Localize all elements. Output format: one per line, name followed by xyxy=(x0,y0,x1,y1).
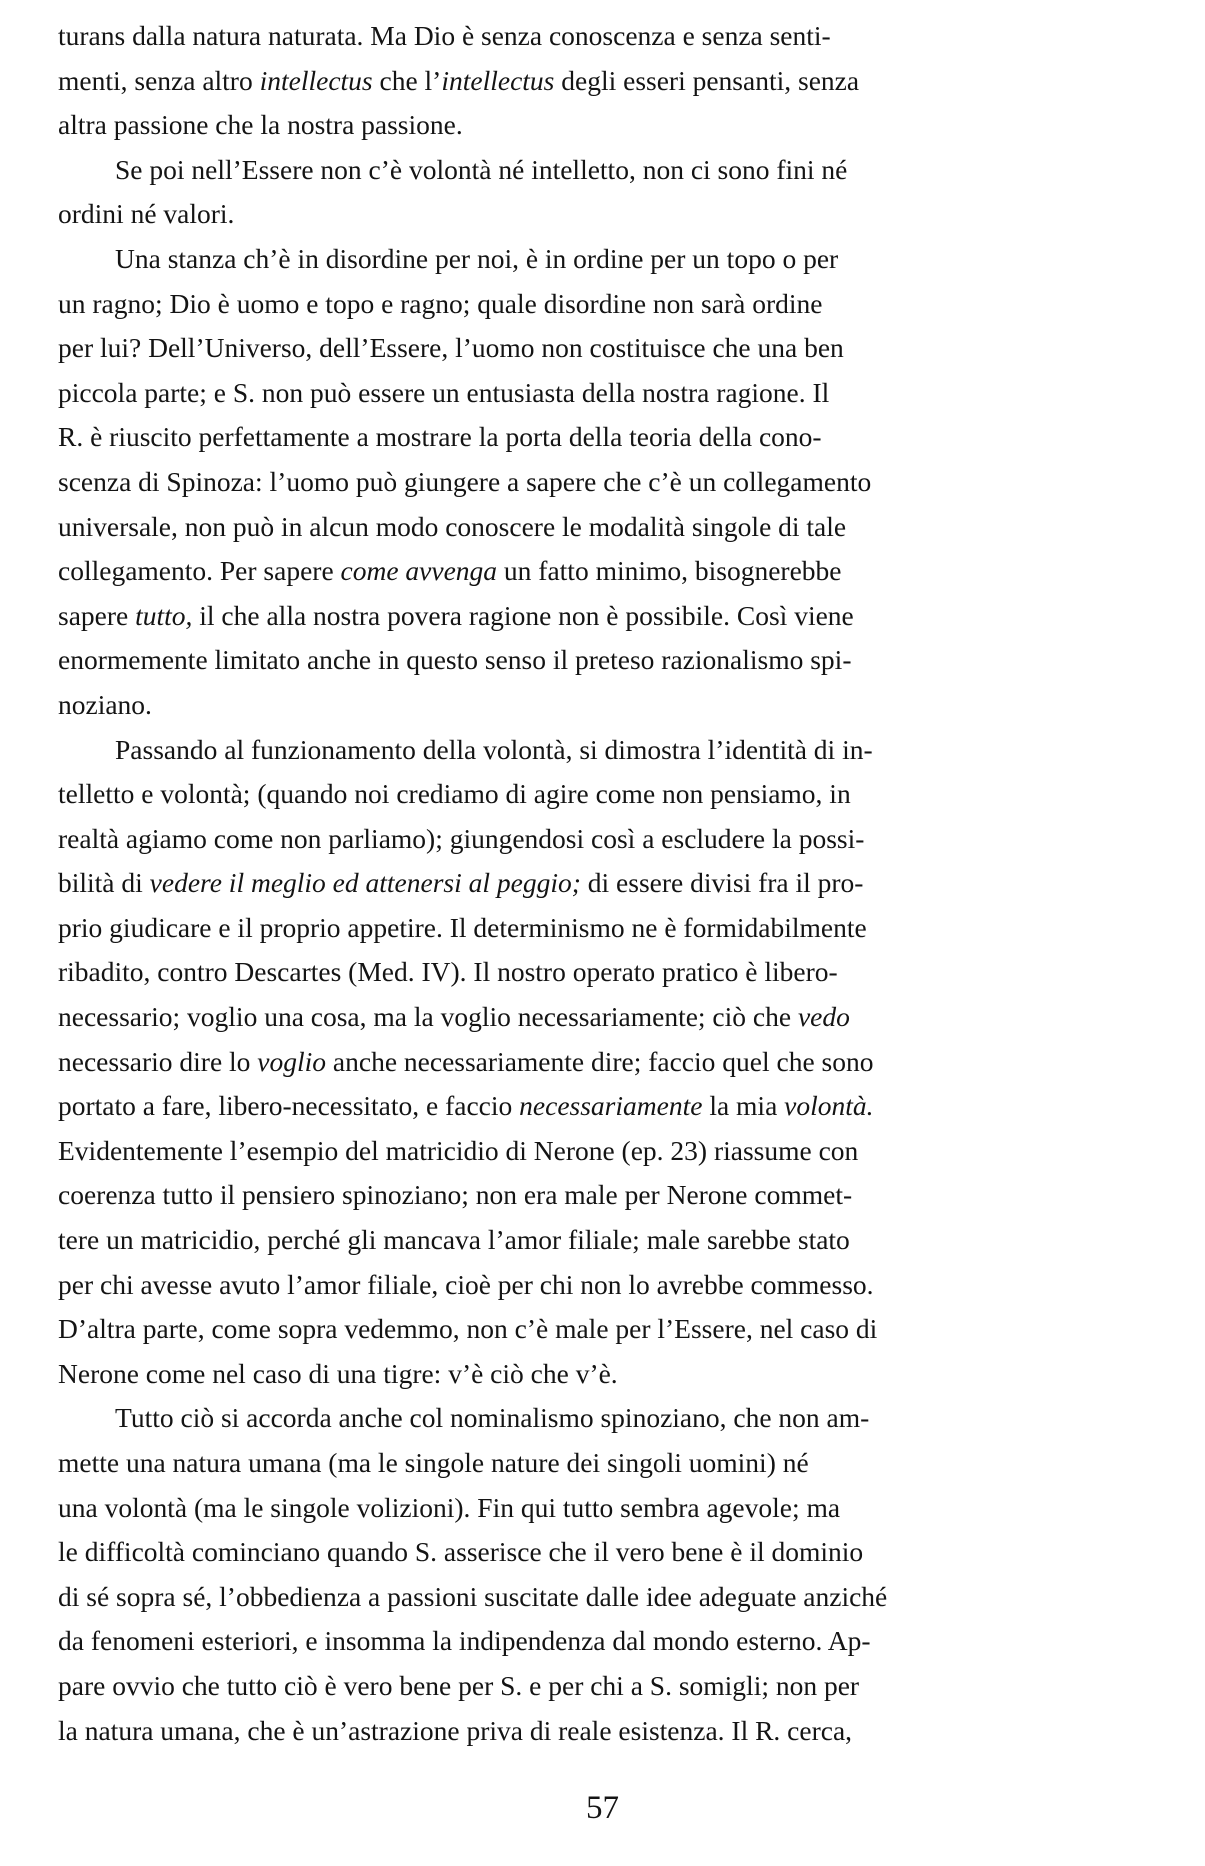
text-line xyxy=(58,103,1158,148)
text-run: la natura umana, che è un’astrazione priva di reale esistenza. Il R. cerca, xyxy=(58,1714,853,1746)
text-line xyxy=(58,728,1158,773)
text-line xyxy=(58,861,1158,906)
text-line xyxy=(58,282,1158,327)
text-run: scenza di Spinoza: l’uomo può giungere a sapere che c’è un collegamento xyxy=(58,465,872,497)
text-line xyxy=(58,1396,1158,1441)
text-line xyxy=(58,906,1158,951)
text-run: tere un matricidio, perché gli mancava l’amor filiale; male sarebbe stato xyxy=(58,1224,850,1256)
text-line xyxy=(58,1218,1158,1263)
text-run: mette una natura umana (ma le singole nature dei singoli uomini) né xyxy=(58,1447,809,1478)
text-run: altra passione che la nostra passione. xyxy=(58,109,463,141)
text-run: R. è riuscito perfettamente a mostrare la porta della teoria della cono- xyxy=(58,421,822,453)
text-line xyxy=(58,549,1158,594)
text-run: realtà agiamo come non parliamo); giungendosi così a escludere la possi- xyxy=(58,822,865,854)
text-line xyxy=(58,1129,1158,1174)
text-run: portato a fare, libero-necessitato, e faccio xyxy=(58,1090,520,1122)
text-line xyxy=(58,1173,1158,1218)
text-line xyxy=(58,1352,1158,1397)
italic-text: tutto, xyxy=(135,599,193,631)
paragraph xyxy=(58,148,1158,237)
text-run: pare ovvio che tutto ciò è vero bene per S. e per chi a S. somigli; non per xyxy=(58,1669,860,1701)
text-run: telletto e volontà; (quando noi crediamo di agire come non pensiamo, in xyxy=(58,778,851,810)
text-run: turans dalla natura naturata. Ma Dio è senza conoscenza e senza senti- xyxy=(58,20,831,51)
text-line xyxy=(58,683,1158,728)
text-run: collegamento. Per sapere xyxy=(58,555,341,587)
text-run: la mia xyxy=(702,1090,785,1122)
text-run: Se poi nell’Essere non c’è volontà né intelletto, non ci sono fini né xyxy=(115,153,848,185)
italic-text: vedo xyxy=(797,1001,850,1033)
text-run: per chi avesse avuto l’amor filiale, cioè per chi non lo avrebbe commesso. xyxy=(58,1268,874,1300)
text-line xyxy=(58,1084,1158,1129)
text-line xyxy=(58,415,1158,460)
text-run: universale, non può in alcun modo conoscere le modalità singole di tale xyxy=(58,510,847,542)
text-line xyxy=(58,59,1158,104)
text-run: Nerone come nel caso di una tigre: v’è ciò che v’è. xyxy=(58,1357,618,1389)
text-run: di essere divisi fra il pro- xyxy=(580,867,864,899)
paragraph xyxy=(58,14,1158,148)
text-line xyxy=(58,192,1158,237)
text-line xyxy=(58,1307,1158,1352)
text-run: una volontà (ma le singole volizioni). Fin qui tutto sembra agevole; ma xyxy=(58,1491,841,1523)
text-line xyxy=(58,148,1158,193)
italic-text: intellectus xyxy=(259,64,373,96)
italic-text: come avvenga xyxy=(340,555,498,587)
text-run: menti, senza altro xyxy=(58,64,260,96)
text-run: Evidentemente l’esempio del matricidio di Nerone (ep. 23) riassume con xyxy=(58,1134,859,1166)
paragraph xyxy=(58,1396,1158,1753)
text-line xyxy=(58,772,1158,817)
text-line xyxy=(58,1263,1158,1308)
text-run: enormemente limitato anche in questo senso il preteso razionalismo spi- xyxy=(58,644,852,676)
text-line xyxy=(58,817,1158,862)
text-line xyxy=(58,1575,1158,1620)
text-line xyxy=(58,995,1158,1040)
text-run: anche necessariamente dire; faccio quel che sono xyxy=(326,1045,874,1077)
text-line xyxy=(58,1619,1158,1664)
text-line xyxy=(58,1709,1158,1754)
text-run: piccola parte; e S. non può essere un entusiasta della nostra ragione. Il xyxy=(58,376,830,408)
text-line xyxy=(58,638,1158,683)
text-line xyxy=(58,371,1158,416)
italic-text: necessariamente xyxy=(519,1090,703,1122)
text-line xyxy=(58,1040,1158,1085)
text-run: prio giudicare e il proprio appetire. Il determinismo ne è formidabilmente xyxy=(58,911,867,943)
text-line xyxy=(58,1486,1158,1531)
paragraph xyxy=(58,728,1158,1397)
text-run: da fenomeni esteriori, e insomma la indipendenza dal mondo esterno. Ap- xyxy=(58,1625,871,1657)
text-run: coerenza tutto il pensiero spinoziano; non era male per Nerone commet- xyxy=(58,1179,853,1211)
text-line xyxy=(58,594,1158,639)
text-run: di sé sopra sé, l’obbedienza a passioni suscitate dalle idee adeguate anziché xyxy=(58,1580,888,1612)
text-line xyxy=(58,14,1158,59)
text-run: Tutto ciò si accorda anche col nominalismo spinoziano, che non am- xyxy=(115,1402,870,1434)
text-run: necessario; voglio una cosa, ma la voglio necessariamente; ciò che xyxy=(58,1001,798,1033)
text-run: il che alla nostra povera ragione non è possibile. Così viene xyxy=(192,599,854,631)
text-run: D’altra parte, come sopra vedemmo, non c’è male per l’Essere, nel caso di xyxy=(58,1313,878,1345)
text-line xyxy=(58,460,1158,505)
text-line xyxy=(58,1441,1158,1486)
text-line xyxy=(58,1530,1158,1575)
text-run: ribadito, contro Descartes (Med. IV). Il nostro operato pratico è libero- xyxy=(58,956,838,988)
text-line xyxy=(58,505,1158,550)
italic-text: intellectus xyxy=(441,64,555,96)
italic-text: voglio xyxy=(257,1045,327,1077)
text-run: noziano. xyxy=(58,688,152,720)
text-run: che l’ xyxy=(372,64,442,96)
text-run: degli esseri pensanti, senza xyxy=(554,64,860,96)
text-run: necessario dire lo xyxy=(58,1045,258,1077)
paragraph xyxy=(58,237,1158,728)
text-run: sapere xyxy=(58,599,136,631)
page-body xyxy=(58,14,1158,1753)
text-run: le difficoltà cominciano quando S. asserisce che il vero bene è il dominio xyxy=(58,1536,864,1568)
italic-text: vedere il meglio ed attenersi al peggio; xyxy=(149,867,581,899)
text-run: Una stanza ch’è in disordine per noi, è in ordine per un topo o per xyxy=(115,242,839,274)
text-line xyxy=(58,326,1158,371)
text-run: un ragno; Dio è uomo e topo e ragno; quale disordine non sarà ordine xyxy=(58,287,823,319)
text-line xyxy=(58,950,1158,995)
text-run: bilità di xyxy=(58,867,150,899)
text-run: un fatto minimo, bisognerebbe xyxy=(497,555,842,587)
page-number: 57 xyxy=(586,1790,619,1826)
text-run: ordini né valori. xyxy=(58,198,235,230)
text-line xyxy=(58,237,1158,282)
italic-text: volontà. xyxy=(784,1090,874,1122)
text-run: per lui? Dell’Universo, dell’Essere, l’uomo non costituisce che una ben xyxy=(58,332,844,364)
text-run: Passando al funzionamento della volontà, si dimostra l’identità di in- xyxy=(115,733,873,765)
text-line xyxy=(58,1664,1158,1709)
